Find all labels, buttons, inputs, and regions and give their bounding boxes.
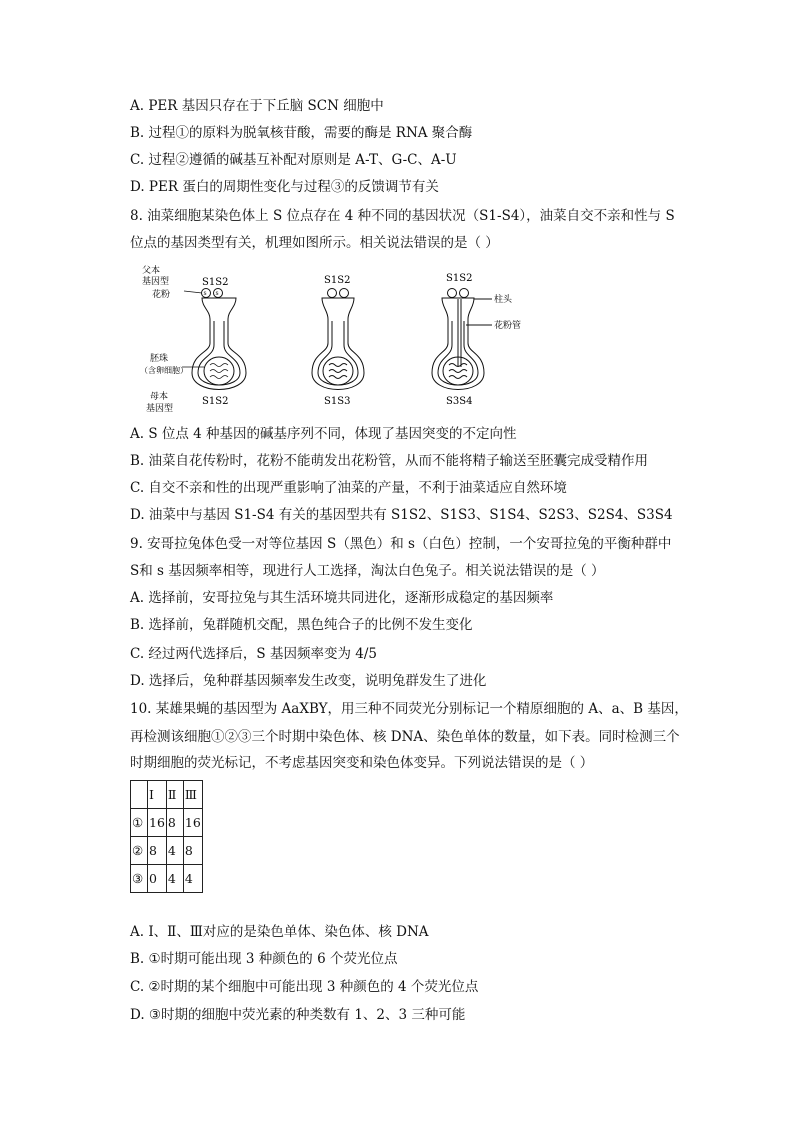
table-header-row (131, 781, 203, 809)
label-ovule: 胚珠 (150, 354, 169, 364)
label-ovule-egg: （含卵细胞） (140, 366, 188, 375)
label-mother: 母本 (150, 392, 169, 402)
table-cell: 8 (183, 837, 202, 865)
table-row (131, 865, 203, 893)
q10-option-c: C. ②时期的某个细胞中可能出现 3 种颜色的 4 个荧光位点 (130, 979, 479, 995)
label-stigma: 柱头 (494, 295, 513, 305)
svg-text:s: s (203, 290, 207, 297)
table-header-cell: Ⅰ (148, 781, 167, 809)
table-header-cell: Ⅲ (183, 781, 202, 809)
q8-option-c: C. 自交不亲和性的出现严重影响了油菜的产量，不利于油菜适应自然环境 (130, 480, 567, 496)
table-header-cell: Ⅱ (166, 781, 183, 809)
table-cell: ① (131, 809, 148, 837)
table-cell: 16 (148, 809, 167, 837)
table-cell: ③ (131, 865, 148, 893)
q7-option-b: B. 过程①的原料为脱氧核苷酸，需要的酶是 RNA 聚合酶 (130, 125, 473, 141)
pistil-2 (312, 289, 364, 390)
p2-top-genotype: S1S2 (324, 275, 351, 286)
label-father-genotype: 基因型 (142, 277, 170, 287)
table-cell: 16 (183, 809, 202, 837)
q7-option-d: D. PER 蛋白的周期性变化与过程③的反馈调节有关 (130, 179, 439, 195)
q8-stem-line1: 8. 油菜细胞某染色体上 S 位点存在 4 种不同的基因状况（S1-S4），油菜自交不亲和性与 S (130, 208, 675, 224)
table-cell: 4 (166, 837, 183, 865)
svg-text:s: s (215, 290, 219, 297)
pistil-1 (192, 289, 246, 390)
q9-option-d: D. 选择后，兔种群基因频率发生改变，说明兔群发生了进化 (130, 673, 487, 689)
label-father: 父本 (142, 266, 161, 276)
table-cell: 0 (148, 865, 167, 893)
q8-stem-line2: 位点的基因类型有关，机理如图所示。相关说法错误的是（ ） (130, 235, 499, 251)
q9-stem-line2: S和 s 基因频率相等，现进行人工选择，淘汰白色兔子。相关说法错误的是（ ） (130, 563, 605, 579)
q8-option-d: D. 油菜中与基因 S1-S4 有关的基因型共有 S1S2、S1S3、S1S4、S2S3、S2S4、S3S4 (130, 507, 673, 523)
q9-option-b: B. 选择前，兔群随机交配，黑色纯合子的比例不发生变化 (130, 617, 473, 633)
q10-stem-line3: 时期细胞的荧光标记，不考虑基因突变和染色体变异。下列说法错误的是（ ） (130, 755, 594, 771)
q9-option-c: C. 经过两代选择后，S 基因频率变为 4/5 (130, 646, 377, 662)
q8-option-a: A. S 位点 4 种基因的碱基序列不同，体现了基因突变的不定向性 (130, 426, 517, 442)
q10-option-a: A. Ⅰ、Ⅱ、Ⅲ对应的是染色单体、染色体、核 DNA (130, 924, 429, 940)
q8-pollen-figure (140, 263, 540, 423)
table-cell: ② (131, 837, 148, 865)
p1-top-genotype: S1S2 (202, 277, 229, 288)
q9-stem-line1: 9. 安哥拉兔体色受一对等位基因 S（黑色）和 s（白色）控制，一个安哥拉兔的平衡种群中 (130, 536, 672, 552)
q8-option-b: B. 油菜自花传粉时，花粉不能萌发出花粉管，从而不能将精子输送至胚囊完成受精作用 (130, 453, 649, 469)
label-pollen: 花粉 (152, 290, 171, 300)
table-cell: 8 (148, 837, 167, 865)
table-header-cell (131, 781, 148, 809)
pistil-3 (432, 289, 492, 390)
label-pollen-tube: 花粉管 (494, 321, 522, 331)
q7-option-a: A. PER 基因只存在于下丘脑 SCN 细胞中 (130, 98, 384, 114)
q10-stem-line1: 10. 某雄果蝇的基因型为 AaXBY，用三种不同荧光分别标记一个精原细胞的 A、a、B 基因， (130, 701, 688, 717)
q10-data-table (130, 780, 203, 893)
p3-top-genotype: S1S2 (446, 273, 473, 284)
p2-bottom-genotype: S1S3 (324, 396, 351, 407)
q7-option-c: C. 过程②遵循的碱基互补配对原则是 A-T、G-C、A-U (130, 152, 457, 168)
table-cell: 4 (166, 865, 183, 893)
table-cell: 8 (166, 809, 183, 837)
p3-bottom-genotype: S3S4 (446, 396, 473, 407)
q10-option-d: D. ③时期的细胞中荧光素的种类数有 1、2、3 三种可能 (130, 1007, 466, 1023)
table-cell: 4 (183, 865, 202, 893)
label-mother-genotype: 基因型 (146, 404, 174, 414)
q9-option-a: A. 选择前，安哥拉兔与其生活环境共同进化，逐渐形成稳定的基因频率 (130, 590, 554, 606)
q10-stem-line2: 再检测该细胞①②③三个时期中染色体、核 DNA、染色单体的数量，如下表。同时检测三个 (130, 729, 680, 745)
table-row (131, 837, 203, 865)
table-row (131, 809, 203, 837)
q10-option-b: B. ①时期可能出现 3 种颜色的 6 个荧光位点 (130, 951, 398, 967)
p1-bottom-genotype: S1S2 (202, 396, 229, 407)
